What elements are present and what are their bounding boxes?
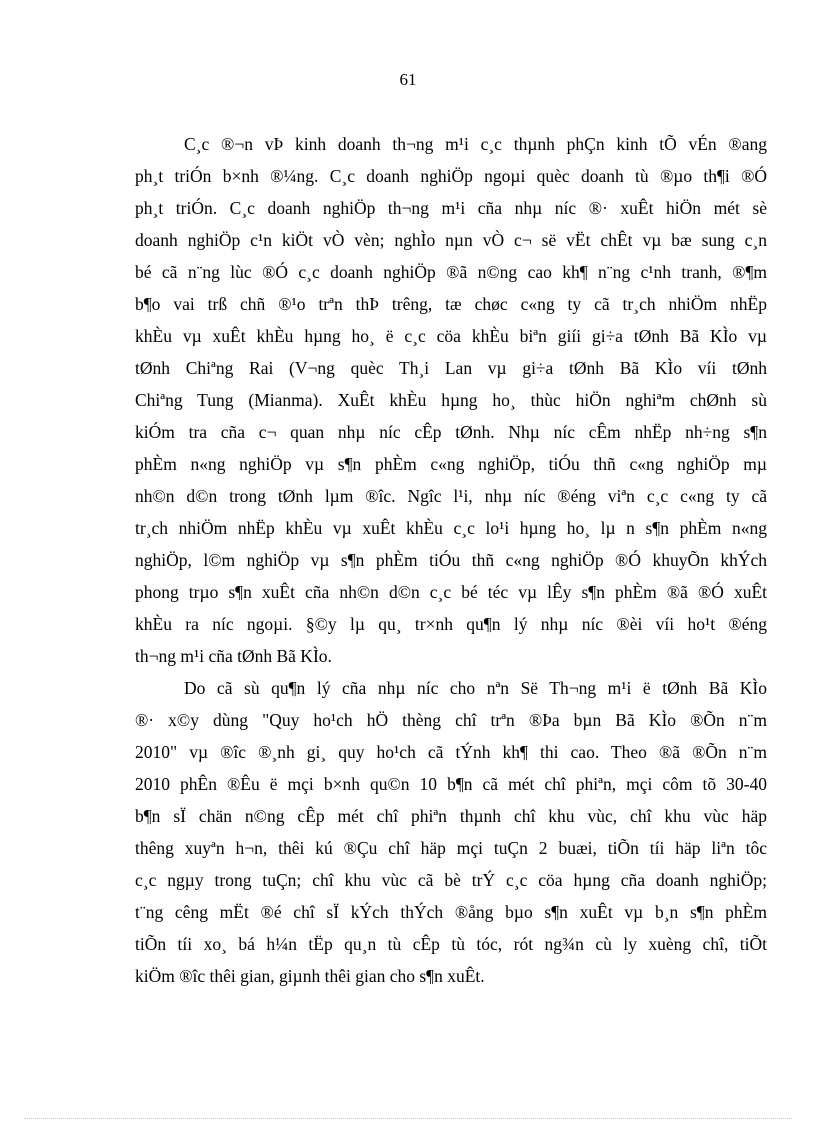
text-line: tiÕn tíi xo¸ bá h¼n tËp qu¸n tù cÊp tù tóc, rót ng¾n cù ly xuèng chî, tiÕt (135, 934, 767, 954)
body-text (135, 128, 767, 992)
text-line: ph¸t triÓn. C¸c doanh nghiÖp th¬ng m¹i cña nhµ níc ®· xuÊt hiÖn mét sè (135, 198, 767, 218)
text-line: ®· x©y dùng "Quy ho¹ch hÖ thèng chî trªn ®Þa bµn Bã KÌo ®Õn n¨m (135, 710, 767, 730)
text-line: nghiÖp, l©m nghiÖp vµ s¶n phÈm tiÓu thñ c«ng nghiÖp ®Ó khuyÕn khÝch (135, 550, 767, 570)
text-line: bé cã n¨ng lùc ®Ó c¸c doanh nghiÖp ®ã n©ng cao kh¶ n¨ng c¹nh tranh, ®¶m (135, 262, 767, 282)
text-line: thêng xuyªn h¬n, thêi kú ®Çu chî häp mçi tuÇn 2 buæi, tiÕn tíi häp liªn tôc (135, 838, 767, 858)
text-line: tr¸ch nhiÖm nhËp khÈu vµ xuÊt khÈu c¸c lo¹i hµng ho¸ lµ n s¶n phÈm n«ng (135, 518, 767, 538)
text-line: Do cã sù qu¶n lý cña nhµ níc cho nªn Së Th¬ng m¹i ë tØnh Bã KÌo (184, 678, 767, 698)
text-line: t¨ng cêng mËt ®é chî sÏ kÝch thÝch ®ång bµo s¶n xuÊt vµ b¸n s¶n phÈm (135, 902, 767, 922)
text-line: phÈm n«ng nghiÖp vµ s¶n phÈm c«ng nghiÖp, tiÓu thñ c«ng nghiÖp mµ (135, 454, 767, 474)
text-line: khÈu vµ xuÊt khÈu hµng ho¸ ë c¸c cöa khÈu biªn giíi gi÷a tØnh Bã KÌo vµ (135, 326, 767, 346)
text-line: b¶n sÏ chän n©ng cÊp mét chî phiªn thµnh chî khu vùc, chî khu vùc häp (135, 806, 767, 826)
text-line: C¸c ®¬n vÞ kinh doanh th¬ng m¹i c¸c thµnh phÇn kinh tÕ vÉn ®ang (184, 134, 767, 154)
text-line: ph¸t triÓn b×nh ®¼ng. C¸c doanh nghiÖp ngoµi quèc doanh tù ®µo th¶i ®Ó (135, 166, 767, 186)
text-line: doanh nghiÖp c¹n kiÖt vÒ vèn; nghÌo nµn vÒ c¬ së vËt chÊt vµ bæ sung c¸n (135, 230, 767, 250)
text-line: khÈu ra níc ngoµi. §©y lµ qu¸ tr×nh qu¶n lý nhµ níc ®èi víi ho¹t ®éng (135, 614, 767, 634)
text-line: kiÖm ®îc thêi gian, giµnh thêi gian cho s¶n xuÊt. (135, 966, 485, 986)
text-line: c¸c ngµy trong tuÇn; chî khu vùc cã bè trÝ c¸c cöa hµng cña doanh nghiÖp; (135, 870, 767, 890)
text-line: Chiªng Tung (Mianma). XuÊt khÈu hµng ho¸ thùc hiÖn nghiªm chØnh sù (135, 390, 767, 410)
text-line: 2010 phÊn ®Êu ë mçi b×nh qu©n 10 b¶n cã mét chî phiªn, mçi côm tõ 30-40 (135, 774, 767, 794)
text-line: tØnh Chiªng Rai (V¬ng quèc Th¸i Lan vµ gi÷a tØnh Bã KÌo víi tØnh (135, 358, 767, 378)
page-number: 61 (399, 70, 417, 89)
text-line: b¶o vai trß chñ ®¹o trªn thÞ trêng, tæ chøc c«ng ty cã tr¸ch nhiÖm nhËp (135, 294, 767, 314)
page-bottom-rule (24, 1118, 792, 1119)
text-line: 2010" vµ ®îc ®¸nh gi¸ quy ho¹ch cã tÝnh kh¶ thi cao. Theo ®ã ®Õn n¨m (135, 742, 767, 762)
text-line: kiÓm tra cña c¬ quan nhµ níc cÊp tØnh. Nhµ níc cÊm nhËp nh÷ng s¶n (135, 422, 767, 442)
text-line: phong trµo s¶n xuÊt cña nh©n d©n c¸c bé téc vµ lÊy s¶n phÈm ®ã ®Ó xuÊt (135, 582, 767, 602)
text-line: nh©n d©n trong tØnh lµm ®îc. Ngîc l¹i, nhµ níc ®éng viªn c¸c c«ng ty cã (135, 486, 767, 506)
text-line: th¬ng m¹i cña tØnh Bã KÌo. (135, 646, 332, 666)
